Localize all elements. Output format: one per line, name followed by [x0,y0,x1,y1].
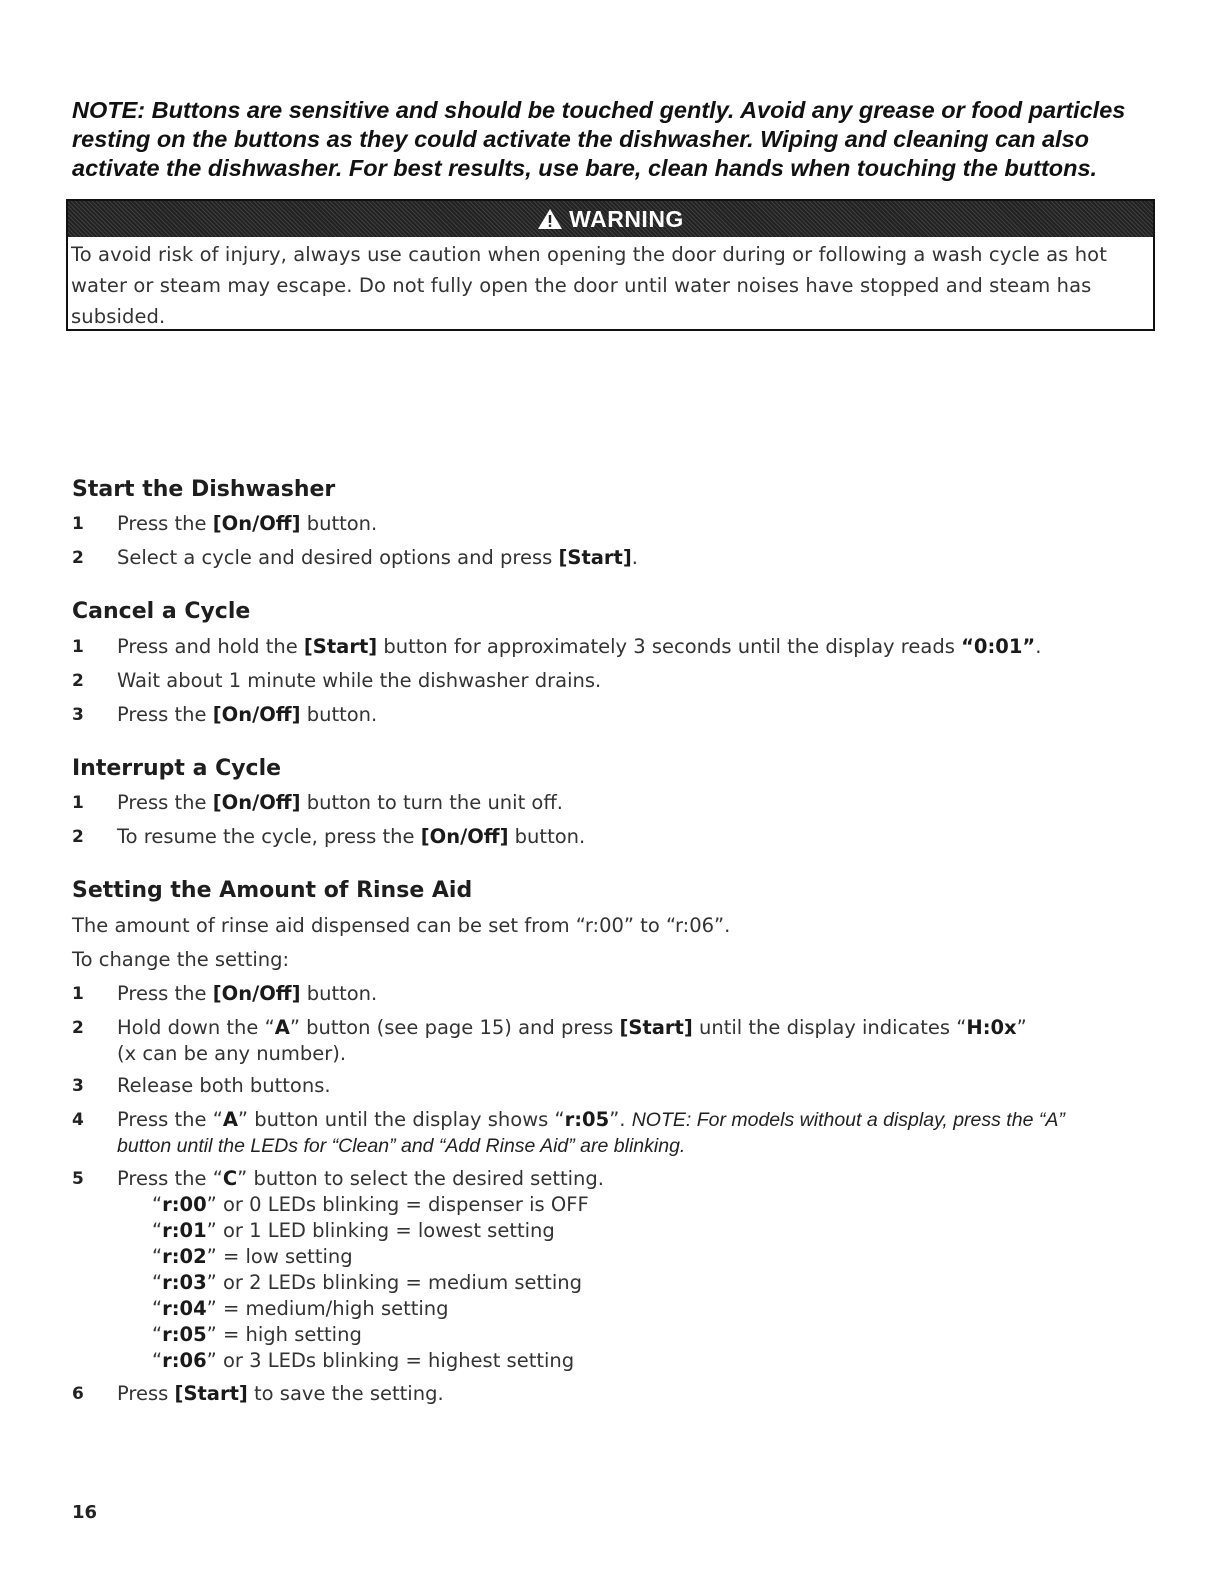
step-text: To resume the cycle, press the [117,825,421,848]
c-button-label: C [222,1167,238,1190]
warning-text: To avoid risk of injury, always use caution when opening the door during or following a wash cycle as hot water or steam may escape. Do not fully open the door until water noises have stopped and steam has subsided. [71,243,1107,328]
step-text: until the display indicates “ [692,1016,967,1039]
display-reading: r:05 [564,1108,610,1131]
step-text: Select a cycle and desired options and press [117,546,559,569]
setting-desc: or 3 LEDs blinking = highest setting [216,1349,575,1372]
step-text: ”. [609,1108,632,1131]
on-off-button-label: [On/Off] [420,825,509,848]
step-number: 4 [72,1110,84,1130]
step-text: ” button until the display shows “ [237,1108,565,1131]
step-text: Press the “ [117,1167,223,1190]
on-off-button-label: [On/Off] [212,512,301,535]
setting-desc: or 2 LEDs blinking = medium setting [216,1271,582,1294]
step-text: . [1035,635,1042,658]
step-text: button. [300,982,378,1005]
note-paragraph: NOTE: Buttons are sensitive and should be touched gently. Avoid any grease or food particles resting on the buttons as they could activate the dishwasher. Wiping and cleaning can also activate the dishwasher. For best results, use bare, clean hands when touching the buttons. [72,97,1126,181]
setting-desc: or 1 LED blinking = lowest setting [216,1219,555,1242]
setting-line: “r:00” or 0 LEDs blinking = dispenser is OFF [152,1193,589,1216]
setting-line: “r:05” = high setting [152,1323,362,1346]
step-text: button to turn the unit off. [300,791,563,814]
setting-line: “r:02” = low setting [152,1245,353,1268]
step-text: to save the setting. [247,1382,444,1405]
step-text: button. [300,703,378,726]
step-number: 2 [72,548,84,568]
setting-desc: = medium/high setting [216,1297,449,1320]
step-number: 3 [72,705,84,725]
step-text: Press and hold the [117,635,304,658]
setting-code: r:01 [162,1219,207,1242]
setting-code: r:04 [162,1297,207,1320]
step-number: 1 [72,637,84,657]
rinse-intro: The amount of rinse aid dispensed can be set from “r:00” to “r:06”. [72,914,731,937]
setting-line: “r:01” or 1 LED blinking = lowest setting [152,1219,555,1242]
step-text: ” button (see page 15) and press [289,1016,620,1039]
on-off-button-label: [On/Off] [212,703,301,726]
setting-desc: or 0 LEDs blinking = dispenser is OFF [216,1193,589,1216]
heading-interrupt-cycle: Interrupt a Cycle [72,756,282,781]
step-number: 5 [72,1169,84,1189]
start-button-label: [Start] [303,635,378,658]
heading-cancel-cycle: Cancel a Cycle [72,599,251,624]
step-note: NOTE: For models without a display, press the “A” [631,1109,1065,1131]
setting-code: r:02 [162,1245,207,1268]
step-number: 2 [72,827,84,847]
step-number: 1 [72,793,84,813]
step-number: 2 [72,671,84,691]
display-reading: “0:01” [961,635,1036,658]
step-text: ” button to select the desired setting. [237,1167,604,1190]
setting-code: r:05 [162,1323,207,1346]
step-text: Hold down the “ [117,1016,275,1039]
step-text: . [631,546,638,569]
step-text: Press the [117,791,213,814]
setting-line: “r:06” or 3 LEDs blinking = highest setting [152,1349,575,1372]
setting-desc: = low setting [216,1245,353,1268]
step-text: button for approximately 3 seconds until the display reads [377,635,962,658]
setting-code: r:00 [162,1193,207,1216]
step-text: Press [117,1382,175,1405]
on-off-button-label: [On/Off] [212,791,301,814]
display-reading: H:0x [966,1016,1017,1039]
step-text: Press the [117,512,213,535]
step-number: 1 [72,984,84,1004]
a-button-label: A [222,1108,238,1131]
page-number: 16 [72,1502,98,1523]
setting-code: r:03 [162,1271,207,1294]
warning-title: WARNING [569,206,684,232]
warning-box [66,199,1155,331]
setting-line: “r:03” or 2 LEDs blinking = medium setting [152,1271,582,1294]
on-off-button-label: [On/Off] [212,982,301,1005]
step-text: Wait about 1 minute while the dishwasher drains. [117,669,602,692]
start-button-label: [Start] [619,1016,693,1039]
heading-start-dishwasher: Start the Dishwasher [72,477,336,502]
step-number: 2 [72,1018,84,1038]
step-text: Release both buttons. [117,1074,331,1097]
step-number: 1 [72,514,84,534]
step-text: button. [300,512,378,535]
warning-header [68,201,1153,237]
step-note-continued: button until the LEDs for “Clean” and “Add Rinse Aid” are blinking. [117,1135,686,1157]
warning-triangle-icon [537,208,563,230]
step-text-continued: (x can be any number). [117,1042,347,1065]
a-button-label: A [274,1016,290,1039]
step-text: button. [508,825,586,848]
step-text: Press the [117,703,213,726]
step-text: Press the “ [117,1108,223,1131]
setting-line: “r:04” = medium/high setting [152,1297,449,1320]
start-button-label: [Start] [174,1382,248,1405]
step-number: 3 [72,1076,84,1096]
heading-rinse-aid: Setting the Amount of Rinse Aid [72,878,473,903]
step-text: Press the [117,982,213,1005]
step-text: ” [1016,1016,1027,1039]
setting-desc: = high setting [216,1323,362,1346]
step-number: 6 [72,1384,84,1404]
rinse-intro-2: To change the setting: [72,948,290,971]
setting-code: r:06 [162,1349,207,1372]
start-button-label: [Start] [558,546,632,569]
